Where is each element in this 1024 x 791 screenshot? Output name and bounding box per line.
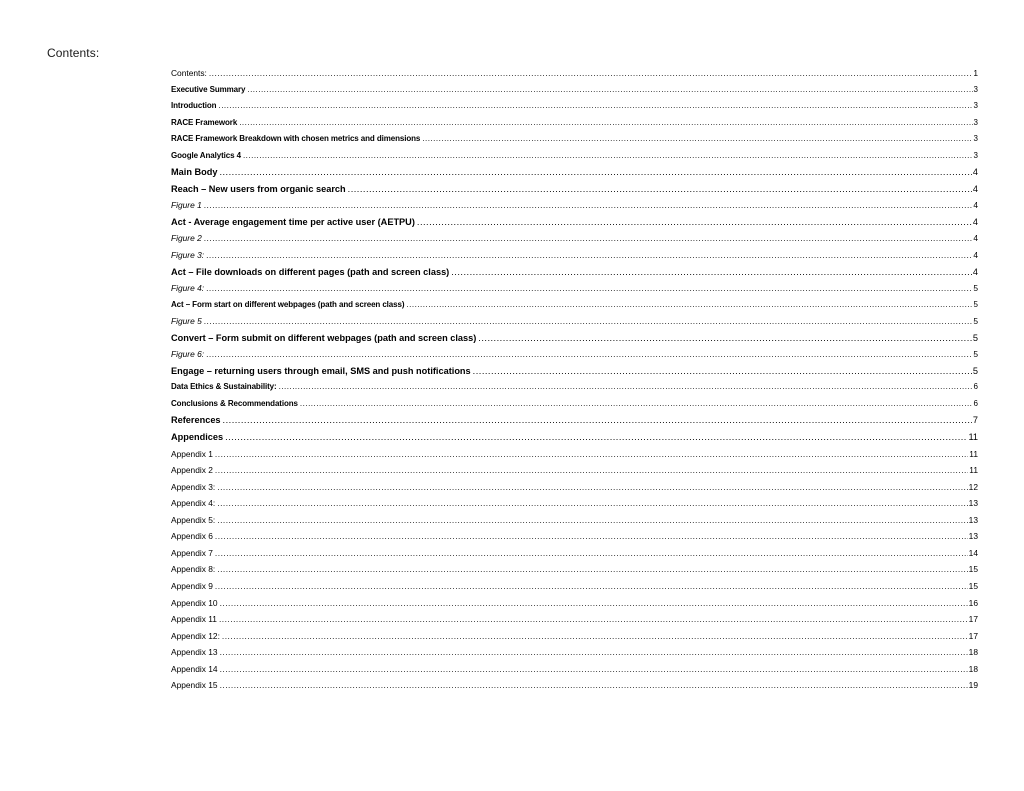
toc-entry-page-number: 4 (973, 250, 978, 261)
toc-dot-leader (204, 197, 973, 214)
toc-entry-12[interactable] (171, 247, 978, 264)
toc-entry-page-number: 3 (973, 84, 978, 94)
toc-entry-38[interactable] (171, 677, 978, 694)
toc-dot-leader (209, 65, 972, 82)
toc-entry-page-number: 3 (973, 101, 978, 111)
toc-entry-page-number: 11 (969, 448, 978, 459)
toc-entry-24[interactable] (171, 446, 978, 463)
toc-entry-page-number: 4 (972, 183, 978, 194)
toc-entry-page-number: 5 (973, 283, 978, 294)
toc-entry-7[interactable] (171, 164, 978, 181)
toc-entry-5[interactable] (171, 131, 978, 148)
toc-entry-page-number: 18 (968, 663, 978, 674)
toc-entry-23[interactable] (171, 429, 978, 446)
toc-entry-page-number: 5 (972, 365, 978, 376)
toc-dot-leader (206, 247, 972, 264)
toc-entry-17[interactable] (171, 330, 978, 347)
toc-dot-leader (204, 313, 973, 330)
toc-entry-page-number: 6 (973, 398, 978, 408)
toc-entry-page-number: 5 (972, 332, 978, 343)
toc-entry-page-number: 15 (968, 580, 978, 591)
toc-dot-leader (206, 346, 972, 363)
toc-entry-title: References (171, 415, 221, 426)
toc-entry-1[interactable] (171, 65, 978, 82)
toc-entry-title: Figure 3: (171, 250, 205, 261)
toc-entry-title: Appendix 1 (171, 448, 213, 459)
toc-entry-title: Appendix 11 (171, 614, 217, 625)
toc-entry-18[interactable] (171, 346, 978, 363)
toc-entry-title: Appendix 5: (171, 514, 216, 525)
toc-entry-page-number: 11 (968, 432, 978, 443)
toc-entry-title: Figure 4: (171, 283, 205, 294)
toc-entry-title: Appendix 3: (171, 481, 216, 492)
toc-entry-title: Appendix 4: (171, 498, 216, 509)
toc-entry-title: Appendix 13 (171, 647, 218, 658)
toc-entry-36[interactable] (171, 644, 978, 661)
toc-dot-leader (215, 446, 968, 463)
toc-entry-21[interactable] (171, 396, 978, 413)
toc-dot-leader (300, 396, 973, 413)
toc-entry-20[interactable] (171, 379, 978, 396)
toc-dot-leader (220, 677, 968, 694)
toc-entry-29[interactable] (171, 528, 978, 545)
toc-entry-title: Appendix 8: (171, 564, 216, 575)
toc-entry-22[interactable] (171, 412, 978, 429)
toc-entry-title: Act – File downloads on different pages (path and screen class) (171, 266, 450, 277)
toc-dot-leader (222, 628, 968, 645)
toc-dot-leader (219, 164, 971, 181)
toc-entry-3[interactable] (171, 98, 978, 115)
toc-dot-leader (239, 115, 972, 132)
toc-entry-title: Executive Summary (171, 84, 246, 94)
toc-entry-title: RACE Framework (171, 117, 238, 127)
toc-entry-page-number: 16 (968, 597, 978, 608)
toc-entry-title: Engage – returning users through email, SMS and push notifications (171, 365, 471, 376)
toc-entry-15[interactable] (171, 297, 978, 314)
toc-dot-leader (406, 297, 972, 314)
toc-dot-leader (247, 82, 972, 99)
toc-entry-page-number: 4 (972, 216, 978, 227)
toc-entry-title: Data Ethics & Sustainability: (171, 382, 277, 392)
toc-dot-leader (217, 495, 967, 512)
toc-entry-30[interactable] (171, 545, 978, 562)
toc-entry-33[interactable] (171, 595, 978, 612)
toc-entry-title: Figure 5 (171, 316, 202, 327)
toc-dot-leader (215, 578, 968, 595)
toc-entry-page-number: 19 (968, 680, 978, 691)
toc-entry-34[interactable] (171, 611, 978, 628)
toc-entry-page-number: 17 (968, 614, 978, 625)
toc-dot-leader (220, 644, 968, 661)
toc-dot-leader (219, 611, 968, 628)
toc-entry-27[interactable] (171, 495, 978, 512)
toc-entry-page-number: 5 (973, 316, 978, 327)
toc-entry-25[interactable] (171, 462, 978, 479)
toc-entry-page-number: 15 (968, 564, 978, 575)
toc-dot-leader (417, 214, 972, 231)
toc-entry-title: Convert – Form submit on different webpages (path and screen class) (171, 332, 477, 343)
toc-entry-title: Appendix 10 (171, 597, 218, 608)
toc-entry-title: Appendix 7 (171, 547, 213, 558)
toc-entry-page-number: 4 (972, 167, 978, 178)
toc-entry-page-number: 4 (973, 233, 978, 244)
toc-entry-page-number: 13 (968, 498, 978, 509)
toc-entry-title: Figure 1 (171, 200, 202, 211)
toc-dot-leader (215, 545, 968, 562)
toc-entry-title: Introduction (171, 101, 217, 111)
toc-dot-leader (243, 148, 973, 165)
table-of-contents (171, 65, 978, 694)
toc-entry-title: Appendix 12: (171, 630, 220, 641)
toc-dot-leader (279, 379, 973, 396)
toc-dot-leader (348, 181, 972, 198)
toc-entry-page-number: 11 (969, 465, 978, 476)
toc-entry-title: Figure 6: (171, 349, 205, 360)
toc-entry-13[interactable] (171, 264, 978, 281)
toc-dot-leader (220, 661, 968, 678)
toc-dot-leader (473, 363, 972, 380)
toc-entry-11[interactable] (171, 230, 978, 247)
toc-entry-title: Main Body (171, 167, 218, 178)
toc-entry-title: Reach – New users from organic search (171, 183, 346, 194)
toc-dot-leader (218, 98, 972, 115)
toc-dot-leader (206, 280, 972, 297)
toc-entry-6[interactable] (171, 148, 978, 165)
toc-entry-page-number: 3 (973, 117, 978, 127)
toc-entry-35[interactable] (171, 628, 978, 645)
toc-entry-14[interactable] (171, 280, 978, 297)
toc-entry-title: RACE Framework Breakdown with chosen metrics and dimensions (171, 134, 421, 144)
toc-entry-page-number: 12 (968, 481, 978, 492)
toc-entry-title: Act - Average engagement time per active user (AETPU) (171, 216, 415, 227)
toc-dot-leader (478, 330, 972, 347)
toc-entry-page-number: 14 (968, 547, 978, 558)
toc-entry-page-number: 1 (973, 68, 978, 78)
toc-entry-16[interactable] (171, 313, 978, 330)
toc-entry-page-number: 4 (973, 200, 978, 211)
toc-dot-leader (451, 264, 972, 281)
toc-entry-page-number: 17 (968, 630, 978, 641)
toc-entry-title: Conclusions & Recommendations (171, 398, 298, 408)
toc-entry-title: Google Analytics 4 (171, 150, 241, 160)
toc-entry-page-number: 7 (972, 415, 978, 426)
toc-entry-9[interactable] (171, 197, 978, 214)
toc-entry-26[interactable] (171, 479, 978, 496)
toc-entry-title: Appendix 14 (171, 663, 218, 674)
toc-entry-title: Contents: (171, 68, 207, 78)
toc-entry-32[interactable] (171, 578, 978, 595)
toc-entry-4[interactable] (171, 115, 978, 132)
toc-dot-leader (217, 561, 967, 578)
toc-dot-leader (220, 595, 968, 612)
toc-entry-28[interactable] (171, 512, 978, 529)
toc-entry-8[interactable] (171, 181, 978, 198)
toc-dot-leader (223, 412, 972, 429)
toc-entry-title: Appendices (171, 432, 224, 443)
toc-dot-leader (422, 131, 972, 148)
toc-entry-title: Act – Form start on different webpages (path and screen class) (171, 299, 405, 309)
toc-entry-19[interactable] (171, 363, 978, 380)
toc-dot-leader (215, 462, 968, 479)
toc-entry-title: Appendix 9 (171, 580, 213, 591)
toc-dot-leader (204, 230, 973, 247)
toc-entry-title: Appendix 15 (171, 680, 218, 691)
page-title: Contents: (47, 46, 100, 60)
toc-entry-31[interactable] (171, 561, 978, 578)
toc-dot-leader (217, 512, 967, 529)
toc-entry-page-number: 13 (968, 531, 978, 542)
toc-entry-2[interactable] (171, 82, 978, 99)
toc-entry-title: Appendix 6 (171, 531, 213, 542)
toc-entry-page-number: 13 (968, 514, 978, 525)
toc-entry-page-number: 5 (973, 299, 978, 309)
toc-entry-page-number: 3 (973, 150, 978, 160)
toc-entry-page-number: 18 (968, 647, 978, 658)
toc-dot-leader (217, 479, 967, 496)
toc-entry-page-number: 6 (973, 382, 978, 392)
toc-entry-title: Appendix 2 (171, 465, 213, 476)
toc-entry-10[interactable] (171, 214, 978, 231)
toc-entry-page-number: 5 (973, 349, 978, 360)
toc-dot-leader (225, 429, 967, 446)
toc-entry-page-number: 4 (972, 266, 978, 277)
toc-entry-title: Figure 2 (171, 233, 202, 244)
toc-dot-leader (215, 528, 968, 545)
toc-entry-page-number: 3 (973, 134, 978, 144)
toc-entry-37[interactable] (171, 661, 978, 678)
